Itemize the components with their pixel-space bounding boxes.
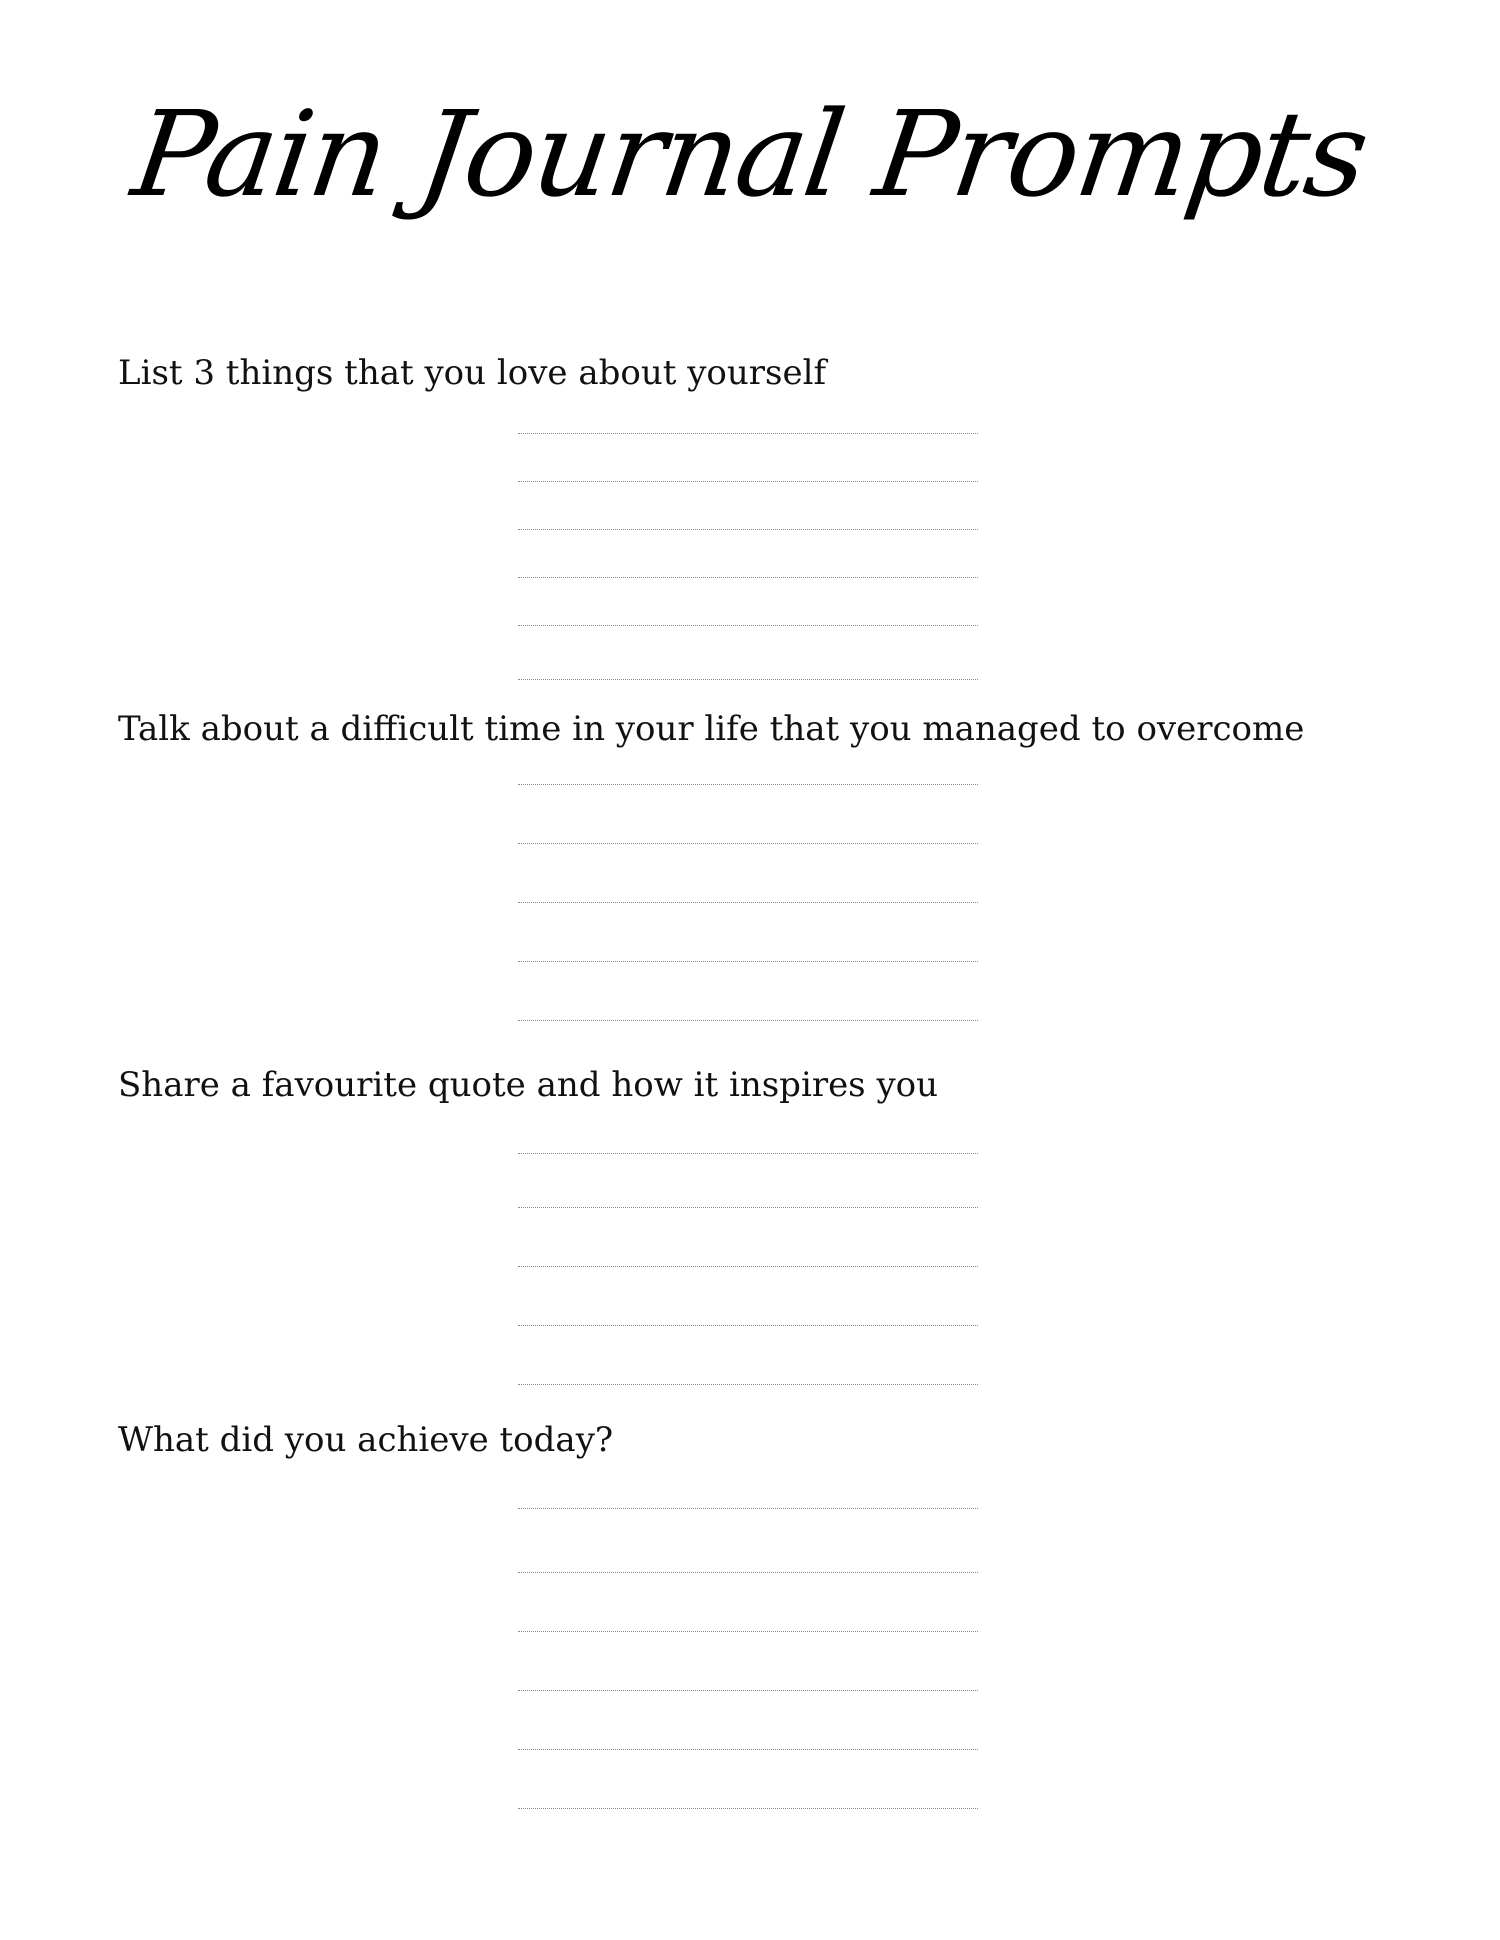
prompt-4: What did you achieve today? xyxy=(118,1420,614,1460)
writing-line[interactable] xyxy=(518,1508,978,1509)
writing-line[interactable] xyxy=(518,1384,978,1385)
writing-line[interactable] xyxy=(518,902,978,903)
page-title: Pain Journal Prompts xyxy=(125,85,1375,223)
writing-line[interactable] xyxy=(518,1207,978,1208)
writing-line[interactable] xyxy=(518,577,978,578)
writing-line[interactable] xyxy=(518,529,978,530)
prompt-2: Talk about a difficult time in your life that you managed to overcome xyxy=(118,709,1305,749)
writing-line[interactable] xyxy=(518,625,978,626)
writing-line[interactable] xyxy=(518,961,978,962)
writing-line[interactable] xyxy=(518,784,978,785)
writing-line[interactable] xyxy=(518,1749,978,1750)
writing-line[interactable] xyxy=(518,1631,978,1632)
writing-line[interactable] xyxy=(518,1690,978,1691)
writing-line[interactable] xyxy=(518,481,978,482)
writing-line[interactable] xyxy=(518,1153,978,1154)
writing-line[interactable] xyxy=(518,1808,978,1809)
writing-line[interactable] xyxy=(518,433,978,434)
writing-line[interactable] xyxy=(518,1266,978,1267)
prompt-3: Share a favourite quote and how it inspires you xyxy=(118,1065,939,1105)
writing-line[interactable] xyxy=(518,679,978,680)
writing-line[interactable] xyxy=(518,1020,978,1021)
writing-line[interactable] xyxy=(518,843,978,844)
writing-line[interactable] xyxy=(518,1325,978,1326)
writing-line[interactable] xyxy=(518,1572,978,1573)
prompt-1: List 3 things that you love about yourself xyxy=(118,353,827,393)
